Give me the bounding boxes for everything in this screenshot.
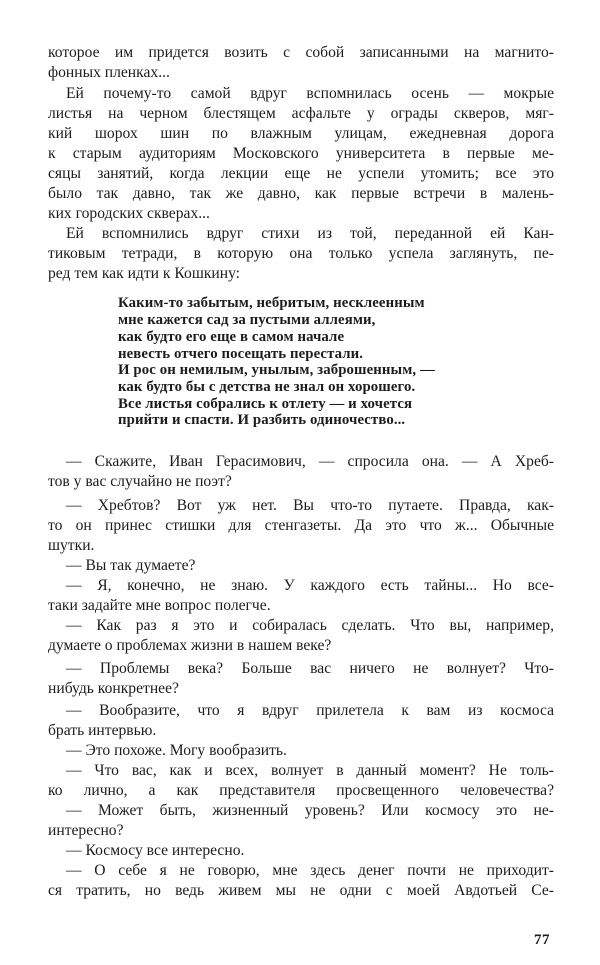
text-line: думаете о проблемах жизни в нашем веке? <box>48 637 332 654</box>
verse-line: И рос он немилым, унылым, заброшенным, — <box>118 362 435 378</box>
page-number: 77 <box>534 932 550 948</box>
text-line: листья на черном блестящем асфальте у ограды скверов, мяг- <box>48 105 554 122</box>
text-line: ко лично, а как представителя просвещенного человечества? <box>48 782 554 799</box>
text-line: ких городских скверах... <box>48 205 210 222</box>
text-line: сяцы занятий, когда лекции еще не успели утомить; все это <box>48 165 554 182</box>
text-line: кий шорох шин по влажным улицам, ежедневная дорога <box>48 125 554 142</box>
verse-line: невесть отчего посещать перестали. <box>118 346 364 362</box>
text-line: к старым аудиториям Московского университета в первые ме- <box>48 145 554 162</box>
verse-line: мне кажется сад за пустыми аллеями, <box>118 312 376 328</box>
text-line: тиковым тетради, в которую она только успела заглянуть, пе- <box>48 245 554 262</box>
text-line: — Проблемы века? Больше вас ничего не волнует? Что- <box>66 660 554 677</box>
text-line: брать интервью. <box>48 722 157 739</box>
text-line: таки задайте мне вопрос полегче. <box>48 597 271 614</box>
text-line: тов у вас случайно не поэт? <box>48 473 232 490</box>
text-line: шутки. <box>48 537 95 554</box>
text-line: ред тем как идти к Кошкину: <box>48 265 241 282</box>
text-line: было так давно, так же давно, как первые встречи в малень- <box>48 185 554 202</box>
text-line: — Вы так думаете? <box>66 557 196 574</box>
text-line: — Космосу все интересно. <box>66 842 245 859</box>
text-line: нибудь конкретнее? <box>48 680 179 697</box>
text-line: которое им придется возить с собой записанными на магнито- <box>48 44 554 61</box>
text-line: — Что вас, как и всех, волнует в данный момент? Не толь- <box>66 762 554 779</box>
text-line: Ей вспомнились вдруг стихи из той, переданной ей Кан- <box>66 225 554 242</box>
text-line: Ей почему-то самой вдруг вспомнилась осень — мокрые <box>66 85 554 102</box>
verse-line: Все листья собрались к отлету — и хочется <box>118 396 413 412</box>
verse-line: как будто его еще в самом начале <box>118 329 345 345</box>
text-line: — О себе я не говорю, мне здесь денег почти не приходит- <box>66 862 554 879</box>
text-line: — Скажите, Иван Герасимович, — спросила она. — А Хреб- <box>66 453 554 470</box>
text-line: то он принес стишки для стенгазеты. Да это что ж... Обычные <box>48 517 554 534</box>
text-line: — Я, конечно, не знаю. У каждого есть тайны... Но все- <box>66 577 554 594</box>
text-line: ся тратить, но ведь живем мы не одни с моей Авдотьей Се- <box>48 882 554 899</box>
verse-line: как будто бы с детства не знал он хорошего. <box>118 379 416 395</box>
text-line: — Как раз я это и собиралась сделать. Что вы, например, <box>66 617 554 634</box>
text-line: — Вообразите, что я вдруг прилетела к вам из космоса <box>66 702 554 719</box>
text-line: — Это похоже. Могу вообразить. <box>66 742 287 759</box>
text-line: — Хребтов? Вот уж нет. Вы что-то путаете. Правда, как- <box>66 497 554 514</box>
verse-line: Каким-то забытым, небритым, несклеенным <box>118 295 425 311</box>
text-line: — Может быть, жизненный уровень? Или космосу это не- <box>66 802 554 819</box>
text-line: фонных пленках... <box>48 64 170 81</box>
verse-line: прийти и спасти. И разбить одиночество... <box>118 412 406 428</box>
text-line: интересно? <box>48 822 124 839</box>
